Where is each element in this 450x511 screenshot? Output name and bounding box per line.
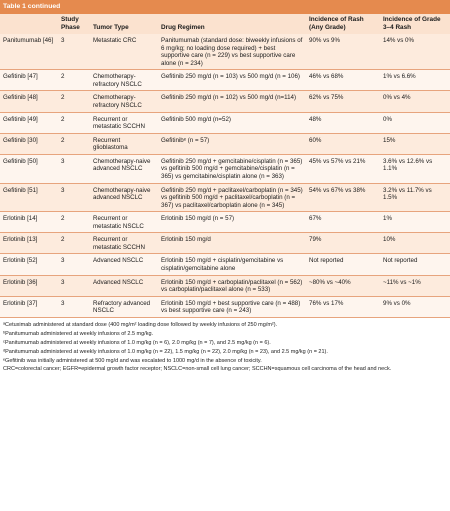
table-row [0,133,450,154]
tumor-type-cell: Advanced NSCLC [90,275,158,296]
drug-regimen-cell: Erlotinib 150 mg/d + best supportive care (n = 488) vs best supportive care (n = 243) [158,296,306,317]
agent-cell: Gefitinib [48] [0,91,58,112]
tumor-type-cell: Recurrent or metastatic SCCHN [90,112,158,133]
header-study-phase: Study Phase [58,14,90,34]
agent-cell: Erlotinib [37] [0,296,58,317]
drug-regimen-cell: Gefitinib 250 mg/d (n = 102) vs 500 mg/d (n=114) [158,91,306,112]
header-agent [0,14,58,34]
tumor-type-cell: Chemotherapy-naive advanced NSCLC [90,183,158,212]
header-rash-grade-3-4: Incidence of Grade 3–4 Rash [380,14,450,34]
tumor-type-cell: Recurrent or metastatic NSCLC [90,212,158,233]
drug-regimen-cell: Gefitinib 250 mg/d + gemcitabine/cisplatin (n = 365) vs gefitinib 500 mg/d + gemcitabine/cisplatin (n = 365) vs gemcitabine/cisplatin alone (n = 363) [158,154,306,183]
study-phase-cell: 2 [58,112,90,133]
table-row [0,296,450,317]
drug-regimen-cell: Erlotinib 150 mg/d [158,233,306,254]
rash-any-grade-cell: ~80% vs ~40% [306,275,380,296]
tumor-type-cell: Chemotherapy-refractory NSCLC [90,91,158,112]
tumor-type-cell: Chemotherapy-refractory NSCLC [90,70,158,91]
rash-grade-3-4-cell: 0% [380,112,450,133]
drug-regimen-cell: Gefitinib 250 mg/d (n = 103) vs 500 mg/d (n = 106) [158,70,306,91]
table-row [0,91,450,112]
rash-grade-3-4-cell: 14% vs 0% [380,34,450,70]
footnote: ᵉGefitinib was initially administered at 500 mg/d and was escalated to 1000 mg/d in the absence of toxicity. [3,357,262,364]
rash-any-grade-cell: 46% vs 68% [306,70,380,91]
table-row [0,112,450,133]
drug-regimen-cell: Erlotinib 150 mg/d + carboplatin/paclitaxel (n = 562) vs carboplatin/paclitaxel alone (n = 533) [158,275,306,296]
rash-any-grade-cell: 76% vs 17% [306,296,380,317]
rash-grade-3-4-cell: 15% [380,133,450,154]
footnote: ᵇPanitumumab administered at weekly infusions of 2.5 mg/kg. [3,330,154,337]
rash-any-grade-cell: 79% [306,233,380,254]
header-rash-any-grade: Incidence of Rash (Any Grade) [306,14,380,34]
footnote: ᵃCetuximab administered at standard dose (400 mg/m² loading dose followed by weekly infusions of 250 mg/m²). [3,321,278,328]
agent-cell: Panitumumab [46] [0,34,58,70]
tumor-type-cell: Recurrent or metastatic SCCHN [90,233,158,254]
study-phase-cell: 3 [58,183,90,212]
study-phase-cell: 3 [58,275,90,296]
agent-cell: Erlotinib [36] [0,275,58,296]
drug-regimen-cell: Panitumumab (standard dose: biweekly infusions of 6 mg/kg; no loading dose required) + best supportive care (n = 229) vs best supportive care alone (n = 234) [158,34,306,70]
table-row [0,212,450,233]
study-phase-cell: 3 [58,254,90,275]
rash-grade-3-4-cell: 3.6% vs 12.6% vs 1.1% [380,154,450,183]
tumor-type-cell: Recurrent glioblastoma [90,133,158,154]
agent-cell: Gefitinib [50] [0,154,58,183]
footnote: ᶜPanitumumab administered at weekly infusions of 1.0 mg/kg (n = 6), 2.0 mg/kg (n = 7), and 2.5 mg/kg (n = 6). [3,339,271,346]
study-phase-cell: 2 [58,133,90,154]
rash-any-grade-cell: Not reported [306,254,380,275]
agent-cell: Erlotinib [13] [0,233,58,254]
table-body [0,34,450,317]
rash-grade-3-4-cell: Not reported [380,254,450,275]
table-row [0,34,450,70]
table-title: Table 1 continued [0,0,450,14]
table-row [0,183,450,212]
study-phase-cell: 3 [58,296,90,317]
tumor-type-cell: Refractory advanced NSCLC [90,296,158,317]
rash-grade-3-4-cell: ~11% vs ~1% [380,275,450,296]
footnote: CRC=colorectal cancer; EGFR=epidermal growth factor receptor; NSCLC=non-small cell lung cancer; SCCHN=squamous cell carcinoma of the head and neck. [3,366,392,373]
rash-any-grade-cell: 54% vs 67% vs 38% [306,183,380,212]
agent-cell: Erlotinib [52] [0,254,58,275]
drug-regimen-cell: Gefitinibᵉ (n = 57) [158,133,306,154]
study-phase-cell: 2 [58,212,90,233]
rash-grade-3-4-cell: 9% vs 0% [380,296,450,317]
rash-any-grade-cell: 90% vs 9% [306,34,380,70]
drug-regimen-cell: Erlotinib 150 mg/d (n = 57) [158,212,306,233]
rash-incidence-table [0,14,450,318]
drug-regimen-cell: Gefitinib 250 mg/d + paclitaxel/carboplatin (n = 345) vs gefitinib 500 mg/d + paclitaxel/carboplatin (n = 367) vs paclitaxel/carboplatin alone (n = 345) [158,183,306,212]
drug-regimen-cell: Erlotinib 150 mg/d + cisplatin/gemcitabine vs cisplatin/gemcitabine alone [158,254,306,275]
study-phase-cell: 2 [58,91,90,112]
rash-any-grade-cell: 62% vs 75% [306,91,380,112]
rash-grade-3-4-cell: 0% vs 4% [380,91,450,112]
rash-grade-3-4-cell: 1% vs 6.6% [380,70,450,91]
agent-cell: Gefitinib [49] [0,112,58,133]
header-drug-regimen: Drug Regimen [158,14,306,34]
agent-cell: Gefitinib [30] [0,133,58,154]
rash-grade-3-4-cell: 3.2% vs 11.7% vs 1.5% [380,183,450,212]
rash-any-grade-cell: 67% [306,212,380,233]
footnote: ᵈPanitumumab administered at weekly infusions of 1.0 mg/kg (n = 22), 1.5 mg/kg (n = 22), 2.0 mg/kg (n = 23), and 2.5 mg/kg (n = 21). [3,348,328,355]
drug-regimen-cell: Gefitinib 500 mg/d (n=52) [158,112,306,133]
rash-grade-3-4-cell: 10% [380,233,450,254]
rash-any-grade-cell: 45% vs 57% vs 21% [306,154,380,183]
header-tumor-type: Tumor Type [90,14,158,34]
tumor-type-cell: Metastatic CRC [90,34,158,70]
study-phase-cell: 3 [58,34,90,70]
table-row [0,254,450,275]
table-row [0,233,450,254]
rash-grade-3-4-cell: 1% [380,212,450,233]
rash-any-grade-cell: 48% [306,112,380,133]
study-phase-cell: 2 [58,233,90,254]
agent-cell: Erlotinib [14] [0,212,58,233]
table-row [0,275,450,296]
table-header-row [0,14,450,34]
agent-cell: Gefitinib [51] [0,183,58,212]
agent-cell: Gefitinib [47] [0,70,58,91]
study-phase-cell: 2 [58,70,90,91]
tumor-type-cell: Chemotherapy-naive advanced NSCLC [90,154,158,183]
rash-any-grade-cell: 60% [306,133,380,154]
tumor-type-cell: Advanced NSCLC [90,254,158,275]
study-phase-cell: 3 [58,154,90,183]
table-row [0,154,450,183]
table-row [0,70,450,91]
footnotes [0,318,450,374]
